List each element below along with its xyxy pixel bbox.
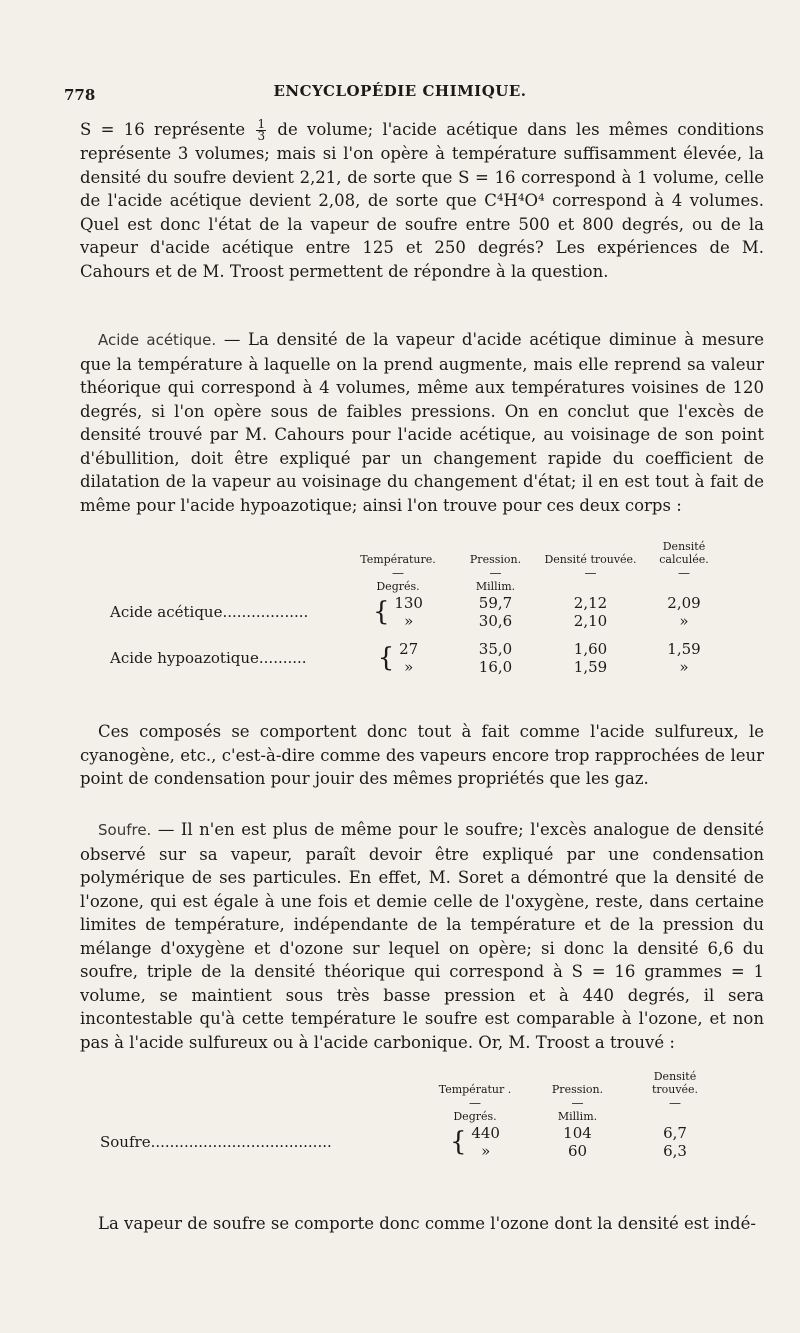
unit-millim: Millim.	[475, 580, 516, 593]
unit-millim: Millim.	[557, 1110, 598, 1123]
cell-temperature	[348, 640, 448, 676]
page-number: 778	[64, 86, 96, 104]
brace: {	[450, 1127, 467, 1157]
fraction-one-third	[256, 119, 266, 142]
cell-value: 35,0	[478, 640, 513, 658]
unit-degres: Degrés.	[453, 1110, 497, 1123]
cell-value: »	[679, 612, 689, 630]
cell-value: 2,12	[573, 594, 608, 612]
table-density-soufre	[100, 1070, 720, 1160]
cell-value: 27	[399, 640, 419, 658]
table-densities-acids	[110, 540, 730, 676]
header-rule: —	[669, 1096, 681, 1110]
header-rule: —	[584, 566, 597, 580]
col-header-pression: Pression.	[551, 1083, 604, 1096]
header-rule: —	[489, 566, 502, 580]
header-rule: —	[392, 566, 404, 580]
paragraph-acide-acetique	[80, 328, 764, 517]
table-row	[110, 594, 730, 630]
cell-value: 60	[567, 1142, 588, 1160]
cell-value: 16,0	[478, 658, 513, 676]
header-rule: —	[678, 566, 690, 580]
brace: {	[373, 597, 390, 627]
page-header	[60, 80, 740, 104]
col-header-densite-trouvee: Densité trouvée.	[651, 1070, 699, 1096]
cell-value: 1,59	[667, 640, 701, 658]
cell-temperature	[425, 1124, 525, 1160]
paragraph-2-text: — La densité de la vapeur d'acide acétique diminue à mesure que la température à laquelle on la prend augmente, mais elle reprend sa valeur théorique qui correspond à 4 volumes, même aux températures voisines de 120 degrés, si l'on opère sous de faibles pressions. On en conclut que l'excès de densité trouvé par M. Cahours pour l'acide acétique, au voisinage de son point d'ébullition, doit être expliqué par un changement rapide du coefficient de dilatation de la vapeur au voisinage du changement d'état; il en est tout à fait de même pour l'acide hypoazotique; ainsi l'on trouve pour ces deux corps :	[80, 330, 765, 515]
cell-value: »	[404, 658, 414, 676]
cell-pression	[448, 640, 543, 676]
paragraph-4-text: — Il n'en est plus de même pour le soufre; l'excès analogue de densité observé sur sa vapeur, paraît devoir être expliqué par une condensation polymérique de ses particules. En effet, M. Soret a démontré que la densité de l'ozone, qui est égale à une fois et demie celle de l'oxygène, reste, dans certaine limites de température, indépendante de la température et de la pression du mélange d'oxygène et d'ozone sur lequel on opère; si donc la densité 6,6 du soufre, triple de la densité théorique qui correspond à S = 16 grammes = 1 volume, se maintient sous très basse pression et à 440 degrés, il sera incontestable qu'à cette température le soufre est comparable à l'ozone, et non pas à l'acide sulfureux ou à l'acide carbonique. Or, M. Troost a trouvé :	[80, 820, 764, 1052]
paragraph-1-start: S = 16 représente	[80, 120, 246, 139]
col-header-densite-trouvee: Densité trouvée.	[544, 553, 637, 566]
cell-densite-calculee	[638, 640, 730, 676]
cell-value: »	[679, 658, 689, 676]
cell-densite-trouvee	[630, 1124, 720, 1160]
cell-value: »	[404, 612, 414, 630]
fraction-denominator: 3	[257, 129, 266, 143]
col-header-pression: Pression.	[469, 553, 522, 566]
cell-value: 2,10	[573, 612, 608, 630]
cell-value: 440	[471, 1124, 500, 1142]
section-lead-soufre: Soufre.	[98, 821, 152, 839]
running-title: ENCYCLOPÉDIE CHIMIQUE.	[273, 82, 527, 100]
paragraph-1-text: de volume; l'acide acétique dans les mêmes conditions représente 3 volumes; mais si l'on opère à température suffisamment élevée, la densité du soufre devient 2,21, de sorte que S = 16 correspond à 1 volume, celle de l'acide acétique devient 2,08, de sorte que C⁴H⁴O⁴ correspond à 4 volumes. Quel est donc l'état de la vapeur de soufre entre 500 et 800 degrés, ou de la vapeur d'acide acétique entre 125 et 250 degrés? Les expériences de M. Cahours et de M. Troost permettent de répondre à la question.	[80, 120, 765, 281]
brace: {	[377, 643, 395, 673]
table-row	[100, 1124, 720, 1160]
row-label-acide-hypoazotique: Acide hypoazotique..........	[110, 649, 307, 667]
col-header-temperature: Températur .	[438, 1083, 512, 1096]
paragraph-soufre	[80, 818, 764, 1054]
unit-degres: Degrés.	[376, 580, 420, 593]
paragraph-composes: Ces composés se comportent donc tout à fait comme l'acide sulfureux, le cyanogène, etc., c'est-à-dire comme des vapeurs encore trop rapprochées de leur point de condensation pour jouir des mêmes propriétés que les gaz.	[80, 722, 764, 788]
header-rule: —	[571, 1096, 584, 1110]
cell-value: 2,09	[667, 594, 701, 612]
cell-value: 1,60	[573, 640, 608, 658]
paragraph-conclusion: La vapeur de soufre se comporte donc comme l'ozone dont la densité est indé-	[98, 1214, 756, 1233]
cell-value: 130	[394, 594, 423, 612]
row-label-acide-acetique: Acide acétique..................	[110, 603, 309, 621]
cell-value: 59,7	[478, 594, 513, 612]
cell-value: »	[481, 1142, 491, 1160]
cell-value: 6,7	[663, 1124, 687, 1142]
row-label-soufre: Soufre......................................	[100, 1133, 332, 1151]
cell-pression	[448, 594, 543, 630]
cell-densite-trouvee	[543, 640, 638, 676]
header-rule: —	[469, 1096, 481, 1110]
cell-value: 104	[563, 1124, 592, 1142]
cell-temperature	[348, 594, 448, 630]
cell-value: 6,3	[663, 1142, 687, 1160]
table-row	[110, 640, 730, 676]
cell-value: 1,59	[573, 658, 608, 676]
col-header-temperature: Température.	[360, 553, 436, 566]
paragraph-1	[80, 118, 764, 283]
fraction-numerator: 1	[257, 117, 266, 131]
cell-densite-trouvee	[543, 594, 638, 630]
cell-value: 30,6	[478, 612, 513, 630]
cell-densite-calculee	[638, 594, 730, 630]
cell-pression	[525, 1124, 630, 1160]
col-header-densite-calculee: Densité calculée.	[659, 540, 709, 566]
section-lead-acide-acetique: Acide acétique.	[98, 331, 217, 349]
